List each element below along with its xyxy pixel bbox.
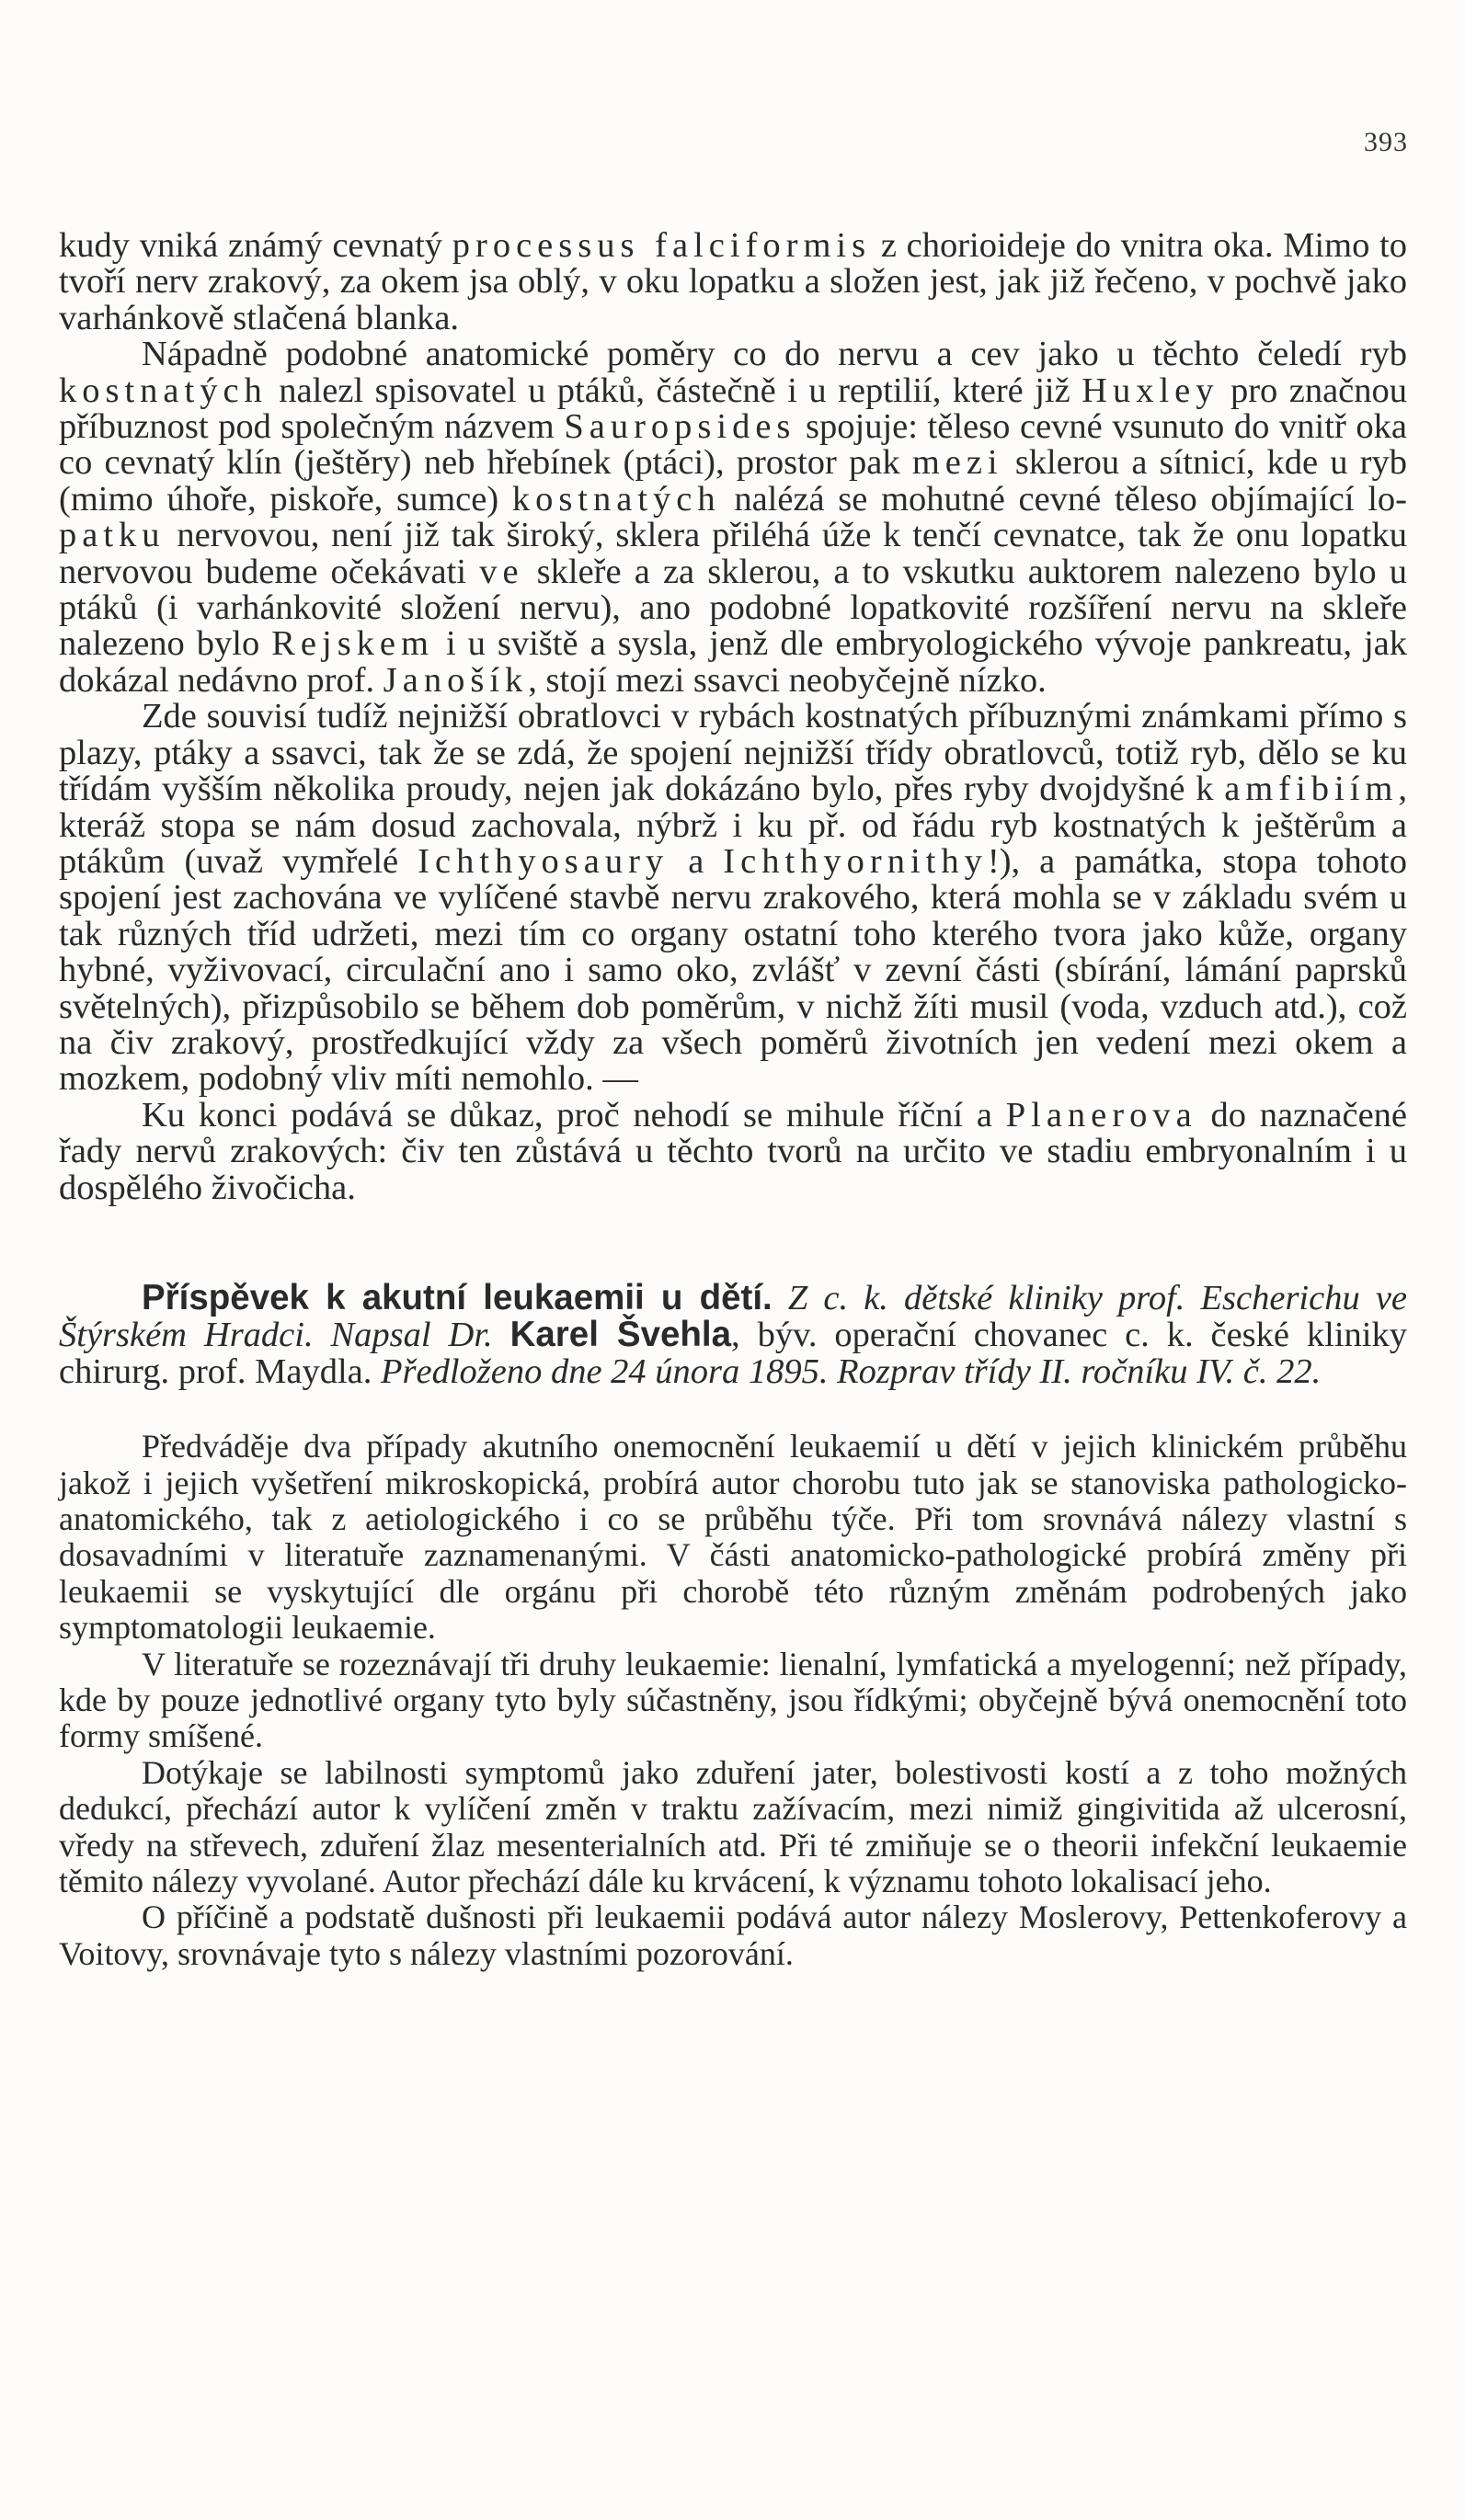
section-gap: [59, 1390, 1407, 1429]
page-number: 393: [1364, 127, 1408, 157]
spaced-term: processus falciformis: [452, 226, 872, 265]
article-author: Karel Švehla: [509, 1315, 732, 1355]
paragraph-leukaemie-intro: Předváděje dva případy akutního onemocnění leukaemií u dětí v jejich klinickém průběhu jakož i jejich vyšetření mikroskopická, probírá autor chorobu tuto jak se stanoviska pathologicko-anatomického, tak z aetiologického i co se průběhu týče. Při tom srovnává nálezy vlastní s dosavadními v literatuře zaznamenanými. V části anatomicko-pathologické probírá změny při leukaemii se vyskytující dle orgánu při chorobě této různým změnám podrobených jako symptomatologii leukaemie.: [59, 1428, 1407, 1647]
article-title: Příspěvek k akutní leukaemii u dětí.: [142, 1277, 773, 1317]
article-heading: Příspěvek k akutní leukaemii u dětí. Z c. k. dětské kliniky prof. Escherichu ve Štýrském Hradci. Napsal Dr. Karel Švehla, býv. operační chovanec c. k. české kliniky chirurg. prof. Maydla. Předloženo dne 24 února 1895. Rozprav třídy II. ročníku IV. č. 22.: [59, 1277, 1407, 1391]
body-text: [59, 228, 1407, 1972]
paragraph-processus: kudy vniká známý cevnatý processus falciformis z chorioideje do vnitra oka. Mimo to tvoří nerv zrakový, za okem jsa oblý, v oku lopatku a složen jest, jak již řečeno, v pochvě jako varhánkově stlačená blanka.: [59, 226, 1407, 337]
paragraph-leukaemie-symptomy: Dotýkaje se labilnosti symptomů jako zduření jater, bolestivosti kostí a z toho možných dedukcí, přechází autor k vylíčení změn v traktu zažívacím, mezi nimiž gingivitida až ulcerosní, vředy na střevech, zduření žlaz mesenterialních atd. Při té zmiňuje se o theorii infekční leukaemie těmito nálezy vyvolané. Autor přechází dále ku krvácení, k významu tohoto lokalisací jeho.: [59, 1753, 1407, 1900]
paragraph-leukaemie-dusnost: O příčině a podstatě dušnosti při leukaemii podává autor nálezy Moslerovy, Pettenkoferovy a Voitovy, srovnávaje tyto s nálezy vlastními pozorování.: [59, 1899, 1407, 1972]
paragraph-sauropsides: Nápadně podobné anatomické poměry co do nervu a cev jako u těchto čeledí ryb kostnatých nalezl spisovatel u ptáků, částečně i u reptilií, které již Huxley pro značnou příbuznost pod společným názvem Sauropsides spojuje: těleso cevné vsunuto do vnitř oka co cevnatý klín (ještěry) neb hřebínek (ptáci), prostor pak mezi sklerou a sítnicí, kde u ryb (mimo úhoře, piskoře, sumce) kostnatých nalézá se mohutné cevné těleso objímající lopatku nervovou, není již tak široký, sklera přiléhá úže k tenčí cevnatce, tak že onu lopatku nervovou budeme očekávati ve skleře a za sklerou, a to vskutku auktorem nalezeno bylo u ptáků (i varhánkovité složení nervu), ano podobné lopatkovité rozšíření nervu na skleře nalezeno bylo Rejskem i u sviště a sysla, jenž dle embryologického vývoje pankreatu, jak dokázal nedávno prof. Janošík, stojí mezi ssavci neobyčejně nízko.: [59, 335, 1408, 700]
paragraph-obratlovci: Zde souvisí tudíž nejnižší obratlovci v rybách kostnatých příbuznými známkami přímo s plazy, ptáky a ssavci, tak že se zdá, že spojení nejnižší třídy obratlovců, totiž ryb, dělo se ku třídám vyšším několika proudy, nejen jak dokázáno bylo, přes ryby dvojdyšné k amfibiím, kteráž stopa se nám dosud zachovala, nýbrž i ku př. od řádu ryb kostnatých k ještěrům a ptákům (uvaž vymřelé Ichthyosaury a Ichthyornithy!), a památka, stopa tohoto spojení jest zachována ve vylíčené stavbě nervu zrakového, která mohla se v základu svém u tak různých tříd udržeti, mezi tím co organy ostatní toho kterého tvora jako kůže, organy hybné, vyživovací, circulační ano i samo oko, zvlášť v zevní části (sbírání, lámání paprsků světelných), přizpůsobilo se během dob poměrům, v nichž žíti musil (voda, vzduch atd.), což na čiv zrakový, prostředkující vždy za všech poměrů životních jen vedení mezi okem a mozkem, podobný vliv míti nemohlo. —: [59, 697, 1407, 1099]
section-gap: [59, 1206, 1407, 1280]
paragraph-leukaemie-druhy: V literatuře se rozeznávají tři druhy leukaemie: lienalní, lymfatická a myelogenní; než případy, kde by pouze jednotlivé organy tyto byly súčastněny, jsou řídkými; obyčejně bývá onemocnění toto formy smíšené.: [59, 1645, 1407, 1755]
paragraph-mihule: Ku konci podává se důkaz, proč nehodí se mihule říční a Planerova do naznačené řady nervů zrakových: čiv ten zůstává u těchto tvorů na určito ve stadiu embryonalním i u dospělého živočicha.: [59, 1095, 1408, 1207]
